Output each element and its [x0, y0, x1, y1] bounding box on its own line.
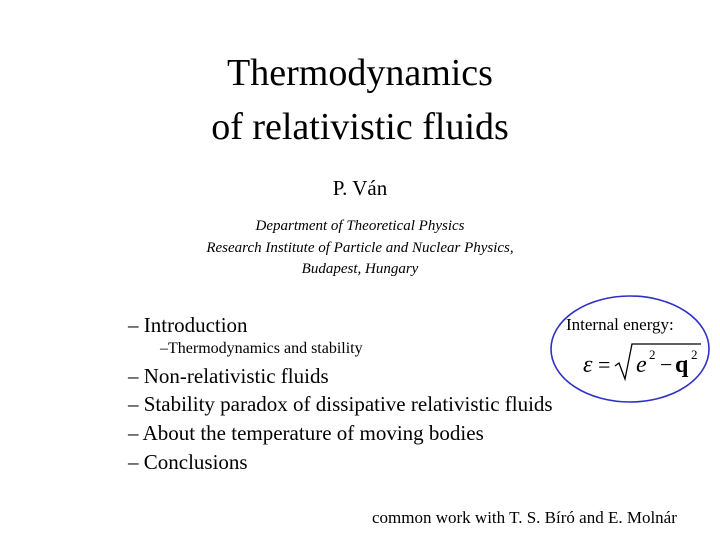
formula-q: q — [675, 352, 689, 378]
outline-subitem-thermodynamics: –Thermodynamics and stability — [160, 340, 363, 357]
formula-epsilon: ε — [583, 352, 593, 378]
title-line-1: Thermodynamics — [227, 52, 493, 94]
credit-line: common work with T. S. Bíró and E. Molnár — [372, 508, 677, 527]
affiliation-department: Department of Theoretical Physics — [255, 218, 465, 234]
formula-equals: = — [598, 352, 611, 377]
formula-minus: − — [660, 352, 673, 377]
outline-item-introduction: – Introduction — [128, 313, 248, 337]
formula-e-exponent: 2 — [649, 347, 656, 362]
formula-e: e — [636, 352, 647, 378]
affiliation-institute: Research Institute of Particle and Nuclear Physics, — [206, 240, 514, 256]
energy-label: Internal energy: — [566, 315, 674, 334]
outline-item-stability-paradox: – Stability paradox of dissipative relativistic fluids — [128, 392, 553, 416]
outline-item-conclusions: – Conclusions — [128, 450, 248, 474]
formula-q-exponent: 2 — [691, 347, 698, 362]
author: P. Ván — [332, 176, 388, 200]
energy-formula — [583, 338, 705, 384]
outline-item-non-relativistic: – Non-relativistic fluids — [128, 364, 329, 388]
outline-item-temperature: – About the temperature of moving bodies — [128, 421, 484, 445]
title-line-2: of relativistic fluids — [211, 106, 509, 148]
affiliation-location: Budapest, Hungary — [301, 261, 419, 277]
